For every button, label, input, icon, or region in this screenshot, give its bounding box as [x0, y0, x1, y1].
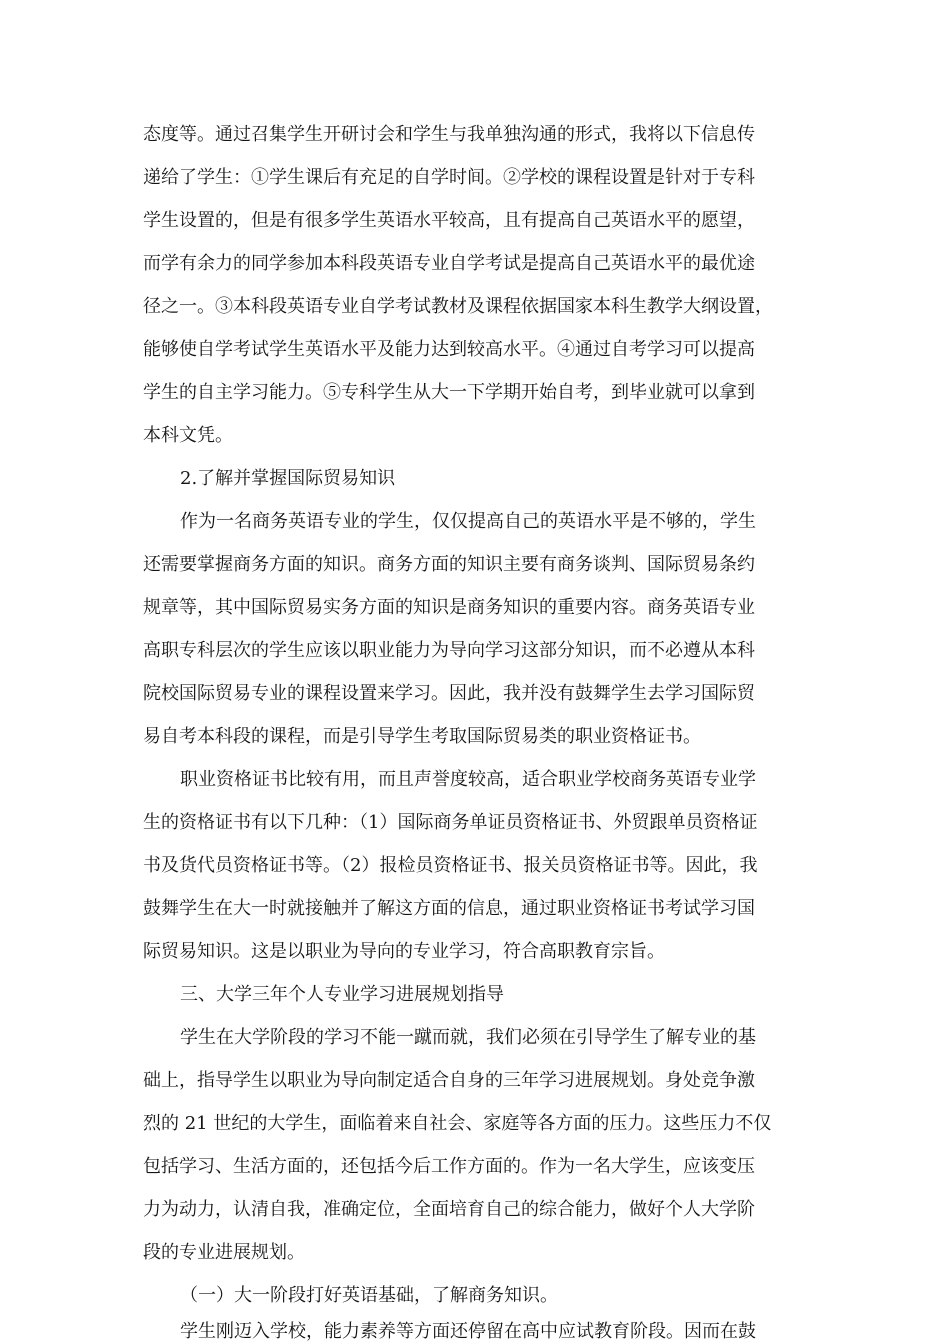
section-heading: 三、大学三年个人专业学习进展规划指导: [180, 984, 504, 1005]
text-line: 径之一。③本科段英语专业自学考试教材及课程依据国家本科生教学大纲设置，: [143, 296, 773, 317]
text-line: 规章等，其中国际贸易实务方面的知识是商务知识的重要内容。商务英语专业: [143, 597, 755, 618]
text-line: 而学有余力的同学参加本科段英语专业自学考试是提高自己英语水平的最优途: [143, 253, 755, 274]
text-line: 鼓舞学生在大一时就接触并了解这方面的信息，通过职业资格证书考试学习国: [143, 898, 755, 919]
text-line: 还需要掌握商务方面的知识。商务方面的知识主要有商务谈判、国际贸易条约: [143, 554, 755, 575]
subsection-heading: （一）大一阶段打好英语基础，了解商务知识。: [180, 1285, 558, 1306]
text-line: 础上，指导学生以职业为导向制定适合自身的三年学习进展规划。身处竞争激: [143, 1070, 755, 1091]
paragraph-first-line: 学生刚迈入学校，能力素养等方面还停留在高中应试教育阶段。因而在鼓: [180, 1321, 756, 1342]
text-line: 递给了学生：①学生课后有充足的自学时间。②学校的课程设置是针对于专科: [143, 167, 755, 188]
text-line: 学生设置的，但是有很多学生英语水平较高，且有提高自己英语水平的愿望，: [143, 210, 755, 231]
paragraph-first-line: 学生在大学阶段的学习不能一蹴而就，我们必须在引导学生了解专业的基: [180, 1027, 756, 1048]
text-line: 院校国际贸易专业的课程设置来学习。因此，我并没有鼓舞学生去学习国际贸: [143, 683, 755, 704]
paragraph-first-line: 作为一名商务英语专业的学生，仅仅提高自己的英语水平是不够的，学生: [180, 511, 756, 532]
section-heading: 2.了解并掌握国际贸易知识: [180, 468, 396, 489]
text-line: 态度等。通过召集学生开研讨会和学生与我单独沟通的形式，我将以下信息传: [143, 124, 755, 145]
text-line: 高职专科层次的学生应该以职业能力为导向学习这部分知识，而不必遵从本科: [143, 640, 755, 661]
text-line: 力为动力，认清自我，准确定位，全面培育自己的综合能力，做好个人大学阶: [143, 1199, 755, 1220]
paragraph-first-line: 职业资格证书比较有用，而且声誉度较高，适合职业学校商务英语专业学: [180, 769, 756, 790]
text-line: 易自考本科段的课程，而是引导学生考取国际贸易类的职业资格证书。: [143, 726, 701, 747]
text-line: 学生的自主学习能力。⑤专科学生从大一下学期开始自考，到毕业就可以拿到: [143, 382, 755, 403]
text-line: 烈的 21 世纪的大学生，面临着来自社会、家庭等各方面的压力。这些压力不仅: [143, 1113, 772, 1134]
text-line: 生的资格证书有以下几种：（1）国际商务单证员资格证书、外贸跟单员资格证: [143, 812, 758, 833]
text-line: 段的专业进展规划。: [143, 1242, 305, 1263]
text-line: 包括学习、生活方面的，还包括今后工作方面的。作为一名大学生，应该变压: [143, 1156, 755, 1177]
text-line: 能够使自学考试学生英语水平及能力达到较高水平。④通过自考学习可以提高: [143, 339, 755, 360]
text-line: 书及货代员资格证书等。（2）报检员资格证书、报关员资格证书等。因此，我: [143, 855, 758, 876]
text-line: 本科文凭。: [143, 425, 233, 446]
text-line: 际贸易知识。这是以职业为导向的专业学习，符合高职教育宗旨。: [143, 941, 665, 962]
